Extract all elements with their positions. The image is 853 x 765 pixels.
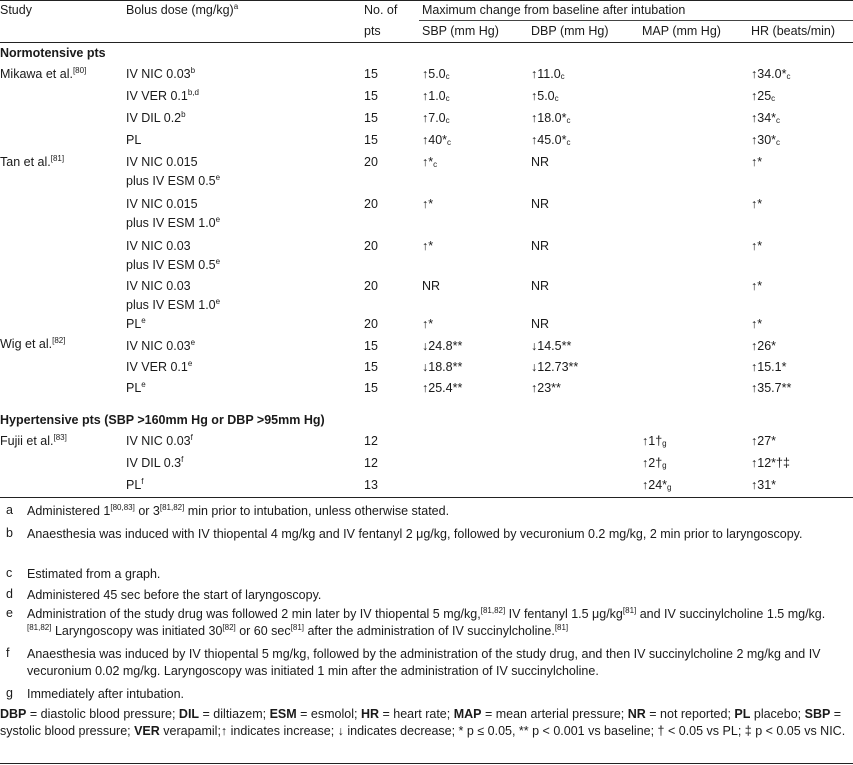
dose-cell: IV NIC 0.03$^f$ <box>126 433 193 448</box>
pts-cell: 15 <box>364 133 378 147</box>
abbr-def: = diastolic blood pressure; <box>26 707 179 721</box>
sbp-cell: $↑7.0_c$ <box>422 111 450 125</box>
hr-cell: $↑25_c$ <box>751 89 776 103</box>
map-cell: $↑24*_g$ <box>642 478 672 492</box>
study-tan: Tan et al.[81] <box>0 154 65 169</box>
hr-cell: ↑* <box>751 197 763 211</box>
dose-cell: $PL^e$ <box>126 380 146 395</box>
top-rule <box>0 0 853 1</box>
sbp-cell: $↑1.0_c$ <box>422 89 450 103</box>
header-max-change: Maximum change from baseline after intubation <box>422 3 686 17</box>
abbr-term: NR <box>627 707 646 721</box>
header-pts: pts <box>364 24 381 38</box>
abbr-term: DIL <box>178 707 200 721</box>
abbr-def: = heart rate; <box>379 707 454 721</box>
abbr-term: VER <box>134 724 160 738</box>
pts-cell: 20 <box>364 197 378 211</box>
sbp-cell: $↑*_c$ <box>422 155 438 169</box>
dbp-cell: NR <box>531 279 550 293</box>
dose-cell: IV NIC 0.015 <box>126 155 198 169</box>
dose-cell: IV NIC 0.03 <box>126 279 191 293</box>
dose-cell: $PL^e$ <box>126 316 146 331</box>
dbp-cell: $↑5.0_c$ <box>531 89 559 103</box>
hr-cell: ↑* <box>751 239 763 253</box>
header-map: MAP (mm Hg) <box>642 24 721 38</box>
pts-cell: 15 <box>364 381 378 395</box>
page-bottom-rule <box>0 763 853 764</box>
sbp-cell: ↑* <box>422 317 434 331</box>
pts-cell: 20 <box>364 279 378 293</box>
abbr-term: DBP <box>0 707 27 721</box>
hr-cell: ↑35.7** <box>751 381 792 395</box>
hr-cell: ↑* <box>751 155 763 169</box>
header-subrule <box>419 20 853 21</box>
pts-cell: 15 <box>364 339 378 353</box>
sbp-cell: $↑5.0_c$ <box>422 67 450 81</box>
dose-cell: IV VER 0.1e <box>126 359 193 374</box>
abbr-term: HR <box>360 707 379 721</box>
hr-cell: $↑34.0*_c$ <box>751 67 791 81</box>
abbr-def: verapamil;↑ indicates increase; ↓ indicates decrease; * p ≤ 0.05, ** p < 0.001 vs baseline; † < 0.05 vs PL; ‡ p < 0.05 vs NIC. <box>159 724 846 738</box>
pts-cell: 12 <box>364 434 378 448</box>
dbp-cell: NR <box>531 317 550 331</box>
abbr-term: ESM <box>269 707 297 721</box>
dbp-cell: $↑18.0*_c$ <box>531 111 571 125</box>
section-normotensive: Normotensive pts <box>0 46 106 60</box>
table-bottom-rule <box>0 497 853 498</box>
dose-cell: IV NIC 0.03 <box>126 239 191 253</box>
dbp-cell: $↑45.0*_c$ <box>531 133 571 147</box>
dbp-cell: ↓12.73** <box>531 360 579 374</box>
sbp-cell: $↑40*_c$ <box>422 133 452 147</box>
pts-cell: 15 <box>364 89 378 103</box>
sbp-cell: ↑* <box>422 239 434 253</box>
header-study: Study <box>0 3 32 17</box>
hr-cell: ↑26* <box>751 339 777 353</box>
abbr-def: = diltiazem; <box>199 707 270 721</box>
header-dbp: DBP (mm Hg) <box>531 24 609 38</box>
hr-cell: ↑27* <box>751 434 777 448</box>
pts-cell: 15 <box>364 67 378 81</box>
header-hr: HR (beats/min) <box>751 24 836 38</box>
dose-cell: IV NIC 0.03e <box>126 338 196 353</box>
pts-cell: 15 <box>364 111 378 125</box>
abbr-def: placebo; <box>750 707 805 721</box>
dose-cell: IV DIL 0.2$^b$ <box>126 110 186 125</box>
hr-cell: ↑31* <box>751 478 777 492</box>
pts-cell: 20 <box>364 317 378 331</box>
dose-cell: IV NIC 0.03$^b$ <box>126 66 196 81</box>
dose-cell: $PL^f$ <box>126 477 144 492</box>
sbp-cell: ↑25.4** <box>422 381 463 395</box>
hr-cell: ↑12*†‡ <box>751 456 790 470</box>
sbp-cell: NR <box>422 279 441 293</box>
dose-cell: IV DIL 0.3$^f$ <box>126 455 184 470</box>
pts-cell: 20 <box>364 155 378 169</box>
dose-cell: IV VER 0.1$^{b,d}$ <box>126 88 199 103</box>
abbr-def: = esmolol; <box>296 707 361 721</box>
abbr-def: = not reported; <box>645 707 735 721</box>
section-hypertensive: Hypertensive pts (SBP >160mm Hg or DBP >95mm Hg) <box>0 413 325 427</box>
hr-cell: ↑15.1* <box>751 360 787 374</box>
dose-cell-line2: plus IV ESM 0.5e <box>126 173 221 188</box>
abbreviations <box>0 706 853 740</box>
sbp-cell: ↓18.8** <box>422 360 463 374</box>
sbp-cell: ↓24.8** <box>422 339 463 353</box>
dbp-cell: $↑11.0_c$ <box>531 67 565 81</box>
hr-cell: ↑* <box>751 279 763 293</box>
dose-cell-line2: plus IV ESM 1.0e <box>126 215 221 230</box>
hr-cell: $↑30*_c$ <box>751 133 781 147</box>
dbp-cell: NR <box>531 197 550 211</box>
dose-cell-line2: plus IV ESM 0.5e <box>126 257 221 272</box>
pts-cell: 13 <box>364 478 378 492</box>
abbr-term: SBP <box>804 707 831 721</box>
dose-cell: PL <box>126 133 142 147</box>
pts-cell: 20 <box>364 239 378 253</box>
abbr-term: PL <box>734 707 751 721</box>
header-bolus-dose: Bolus dose $(mg/kg)^a$ <box>126 2 239 17</box>
hr-cell: $↑34*_c$ <box>751 111 781 125</box>
dose-cell: IV NIC 0.015 <box>126 197 198 211</box>
dose-cell-line2: plus IV ESM 1.0e <box>126 297 221 312</box>
pts-cell: 15 <box>364 360 378 374</box>
dbp-cell: NR <box>531 239 550 253</box>
abbr-term: MAP <box>453 707 482 721</box>
dbp-cell: ↑23** <box>531 381 561 395</box>
hr-cell: ↑* <box>751 317 763 331</box>
header-no-of: No. of <box>364 3 398 17</box>
dbp-cell: NR <box>531 155 550 169</box>
abbr-def: = mean arterial pressure; <box>481 707 628 721</box>
map-cell: $↑1\dagger_g$ <box>642 434 667 448</box>
header-bottom-rule <box>0 42 853 43</box>
pts-cell: 12 <box>364 456 378 470</box>
study-fujii: Fujii et al.[83] <box>0 433 67 448</box>
map-cell: $↑2\dagger_g$ <box>642 456 667 470</box>
sbp-cell: ↑* <box>422 197 434 211</box>
study-mikawa: Mikawa et al.[80] <box>0 66 87 81</box>
abbr-def: = systolic blood pressure; <box>0 707 842 738</box>
study-wig: Wig et al.[82] <box>0 336 66 351</box>
dbp-cell: ↓14.5** <box>531 339 572 353</box>
header-sbp: SBP (mm Hg) <box>422 24 499 38</box>
table-page: Study Bolus dose $(mg/kg)^a$ No. of pts Maximum change from baseline after intubation SBP (mm Hg) DBP (mm Hg) MAP (mm Hg) HR (beats/min) Normotensive pts Mikawa et al.[80] Tan et al.[81] Wig et al.[82] Fujii et al.[83] Hypertensive pts (SBP >160mm Hg or DBP >95mm Hg) IV NIC 0.03$^b$ 15 $↑5.0_c$ $↑11.0_c$ $↑34.0*_c$ IV VER 0.1$^{b,d}$ 15 $↑1.0_c$ $↑5.0_c$ $↑25_c$ IV DIL 0.2$^b$ 15 $↑7.0_c$ $↑18.0*_c$ $↑34*_c$ PL 15 $↑40*_c$ $↑45.0*_c$ $↑30*_c$ IV NIC 0.015 plus IV ESM 0.5e 20 $↑*_c$ NR ↑* IV NIC 0.015 plus IV ESM 1.0e 20 ↑* NR ↑* IV NIC 0.03 plus IV ESM 0.5e 20 ↑* NR ↑* IV NIC 0.03 plus IV ESM 1.0e 20 NR NR ↑* $PL^e$ 20 ↑* NR ↑* IV NIC 0.03e 15 ↓24.8** ↓14.5** ↑26* IV VER 0.1e 15 ↓18.8** ↓12.73** ↑15.1* $PL^e$ 15 ↑25.4** ↑23** ↑35.7** IV NIC 0.03$^f$ 12 $↑1\dagger_g$ ↑27* IV DIL 0.3$^f$ 12 $↑2\dagger_g$ ↑12*†‡ $PL^f$ 13 $↑24*_g$ ↑31* a Administered 1[80,83] or 3[81,82] min prior to intubation, unless otherwise stated. b Anaesthesia was induced with IV thiopental 4 mg/kg and IV fentanyl 2 μg/kg, followed by vecuronium 0.2 mg/kg, 2 min prior to laryngoscopy. c Estimated from a graph. d Administered 45 sec before the start of laryngoscopy. e Administration of the study drug was followed 2 min later by IV thiopental 5 mg/kg,[81,82] IV fentanyl 1.5 μg/kg[81] and IV succinylcholine 1.5 mg/kg.[81,82] Laryngoscopy was initiated 30[82] or 60 sec[81] after the administration of IV succinylcholine.[81] f Anaesthesia was induced by IV thiopental 5 mg/kg, followed by the administration of the study drug, and then IV succinylcholine 2 mg/kg and IV vecuronium 0.02 mg/kg. Laryngoscopy was initiated 1 min after the administration of IV succinylcholine. g Immediately after intubation. DBP = diastolic blood pressure; DIL = diltiazem; ESM = esmolol; HR = heart rate; MAP = mean arterial pressure; NR = not reported; PL placebo; SBP = systolic blood pressure; VER verapamil;↑ indicates increase; ↓ indicates decrease; * p ≤ 0.05, ** p < 0.001 vs baseline; † < 0.05 vs PL; ‡ p < 0.05 vs NIC. <box>0 0 853 765</box>
